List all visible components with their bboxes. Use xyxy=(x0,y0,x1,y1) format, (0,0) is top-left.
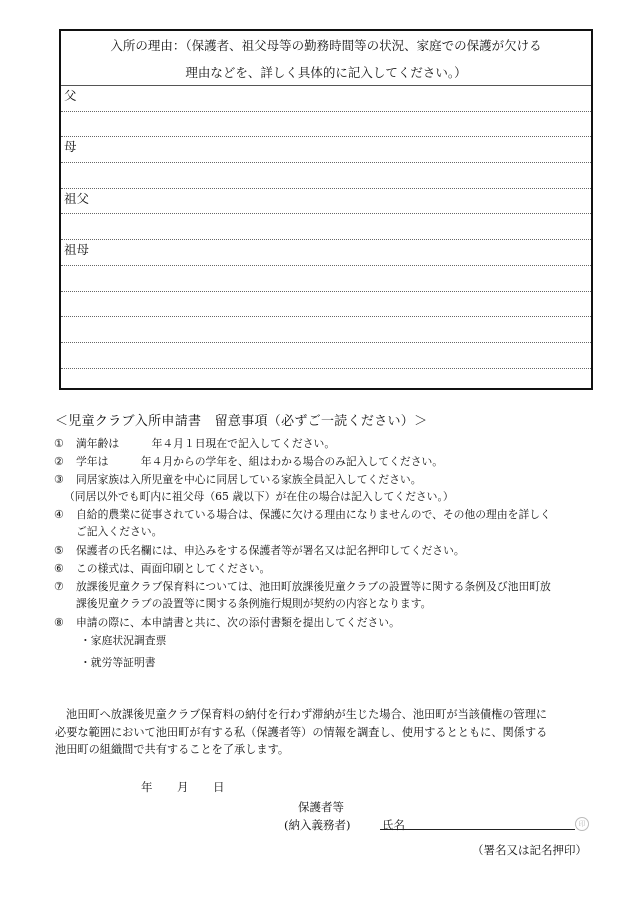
payer-label: (納入義務者) xyxy=(284,818,351,832)
note-item-5 xyxy=(54,542,465,559)
note-text: 同居家族は入所児童を中心に同居している家族全員記入してください。 xyxy=(76,473,422,486)
reason-header-line2: 理由などを、詳しく具体的に記入してください。） xyxy=(185,65,467,80)
note-item-4-cont: ご記入ください。 xyxy=(76,525,163,538)
note-text: 学年は 年４月からの学年を、組はわかる場合のみ記入してください。 xyxy=(76,455,444,468)
label-grandmother: 祖母 xyxy=(64,242,90,258)
consent-line: 必要な範囲において池田町が有する私（保護者等）の情報を調査し、使用するとともに、関係する xyxy=(55,725,548,739)
reason-row[interactable] xyxy=(61,266,591,292)
attachment-item: ・就労等証明書 xyxy=(80,656,156,669)
reason-row-grandmother[interactable] xyxy=(61,240,591,266)
seal-mark-icon: 印 xyxy=(575,817,589,831)
name-label: 氏名 xyxy=(382,818,405,832)
reason-row[interactable] xyxy=(61,292,591,318)
reason-box xyxy=(59,29,593,390)
label-mother: 母 xyxy=(64,139,77,155)
note-text: 申請の際に、本申請書と共に、次の添付書類を提出してください。 xyxy=(76,616,400,629)
reason-row-mother[interactable] xyxy=(61,137,591,163)
note-item-8 xyxy=(54,614,400,631)
label-father: 父 xyxy=(64,88,77,103)
consent-line: 池田町へ放課後児童クラブ保育料の納付を行わず滞納が生じた場合、池田町が当該債権の管理に xyxy=(66,708,548,721)
note-item-3-cont: （同居以外でも町内に祖父母（65 歳以下）が在住の場合は記入してください。） xyxy=(64,490,454,503)
note-item-7 xyxy=(54,578,551,595)
note-num: ② xyxy=(54,455,64,468)
guardian-label: 保護者等 xyxy=(298,800,344,814)
note-item-4 xyxy=(54,506,551,523)
note-text: 自給的農業に従事されている場合は、保護に欠ける理由になりませんので、その他の理由を詳しく xyxy=(76,508,551,521)
reason-row[interactable] xyxy=(61,163,591,189)
reason-header xyxy=(61,31,591,86)
note-num: ⑦ xyxy=(54,580,64,593)
consent-line: 池田町の組織間で共有することを了承します。 xyxy=(55,743,290,756)
reason-row[interactable] xyxy=(61,215,591,241)
note-num: ④ xyxy=(54,508,64,521)
reason-row[interactable] xyxy=(61,112,591,138)
note-item-7-cont: 課後児童クラブの設置等に関する条例施行規則が契約の内容となります。 xyxy=(76,597,432,610)
reason-row[interactable] xyxy=(61,317,591,343)
reason-row-grandfather[interactable] xyxy=(61,189,591,215)
reason-row[interactable] xyxy=(61,343,591,369)
note-num: ① xyxy=(54,437,64,450)
note-text: この様式は、両面印刷としてください。 xyxy=(76,562,271,575)
reason-header-line1: 入所の理由：（保護者、祖父母等の勤務時間等の状況、家庭での保護が欠ける xyxy=(110,38,542,53)
note-num: ③ xyxy=(54,473,64,486)
date-day: 日 xyxy=(213,780,225,794)
date-year: 年 xyxy=(141,780,153,794)
notes-title: ＜児童クラブ入所申請書 留意事項（必ずご一読ください）＞ xyxy=(55,414,428,429)
note-text: 放課後児童クラブ保育料については、池田町放課後児童クラブの設置等に関する条例及び池田町放 xyxy=(76,580,551,593)
note-text: 保護者の氏名欄には、申込みをする保護者等が署名又は記名押印してください。 xyxy=(76,544,465,557)
consent-paragraph xyxy=(55,706,593,759)
note-item-1 xyxy=(54,435,335,452)
signature-note: （署名又は記名押印） xyxy=(472,843,587,857)
reason-row-father[interactable] xyxy=(61,86,591,112)
note-num: ⑧ xyxy=(54,616,64,629)
attachment-item: ・家庭状況調査票 xyxy=(80,634,167,647)
note-item-2 xyxy=(54,453,443,470)
date-month: 月 xyxy=(177,780,189,794)
name-input-line[interactable] xyxy=(380,829,575,830)
note-item-6 xyxy=(54,560,270,577)
label-grandfather: 祖父 xyxy=(64,190,90,206)
note-num: ⑥ xyxy=(54,562,64,575)
note-item-3 xyxy=(54,471,422,488)
note-num: ⑤ xyxy=(54,544,64,557)
note-text: 満年齢は 年４月１日現在で記入してください。 xyxy=(76,437,336,450)
